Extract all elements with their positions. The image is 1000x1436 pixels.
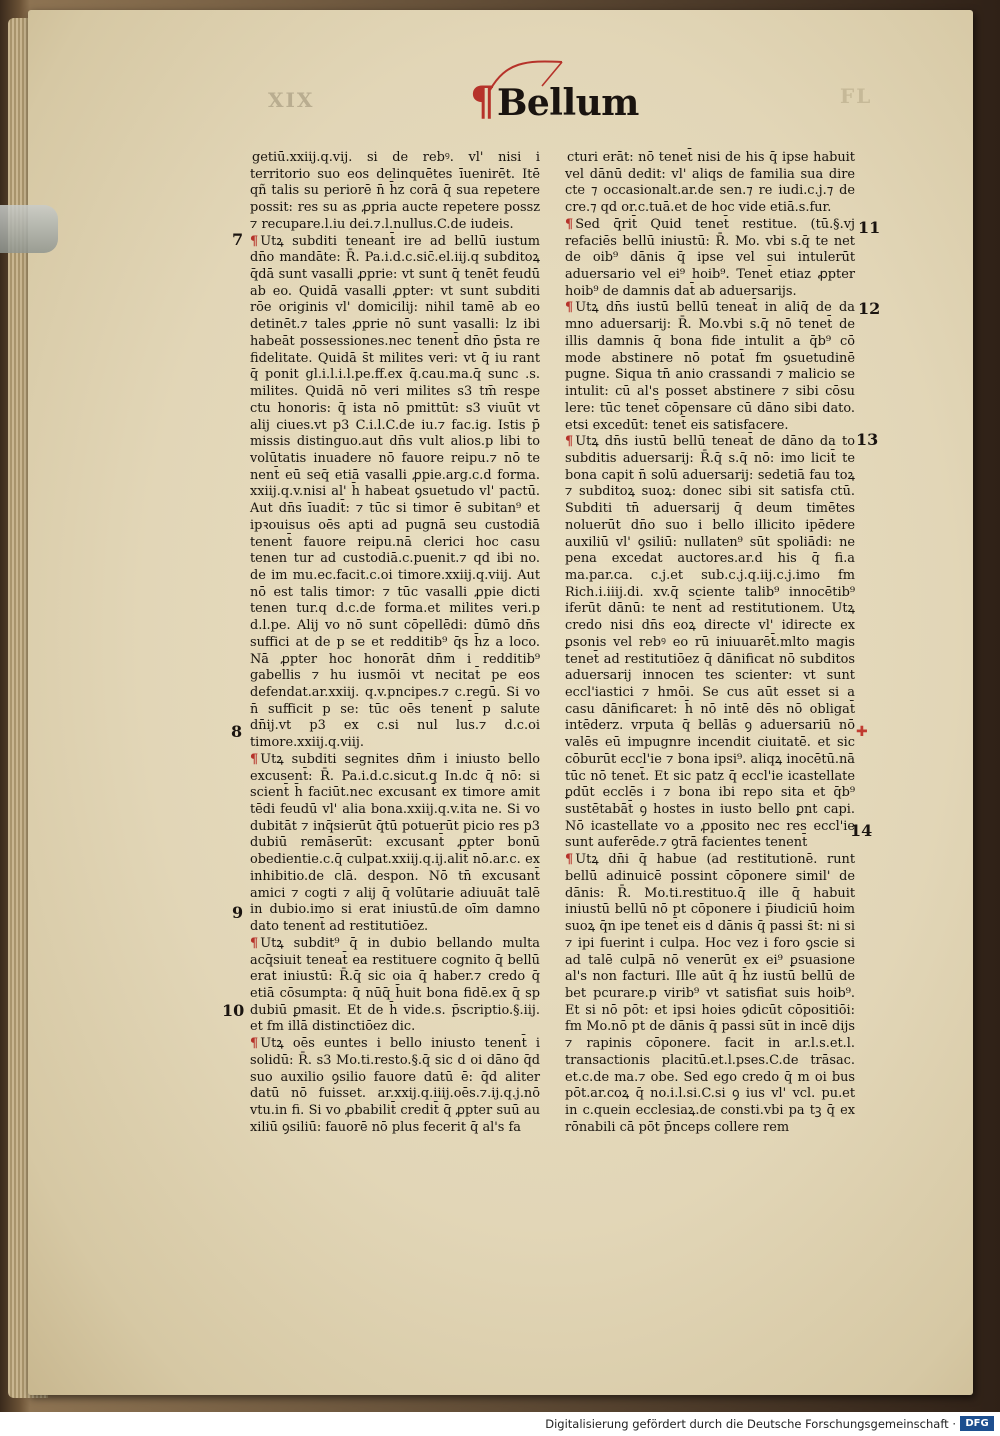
paragraph: ¶ Utꝝ dn̄i q̄ habue (ad restitutionē. runt bellū adinuicē possint cōponere simil' de dānis: R̄. Mo.ti.restituo.q̄ ille q̄ habuit iniustū bellū nō pt cōponere i p̄iudiciū hoim suoꝝ q̄n ipe tenet̄ eis d dānis q̄ passi s̄t: ni si ⁊ ipi fuerint i culpa. Hoc vez i foro ꝯscie si ad talē culpā nō venerūt ex ei⁹ ꝑsuasione al's non facturi. Ille aūt q̄ h̄z iustū bellū de bet pcurare.p virib⁹ vt satisfiat suis hoib⁹. Et si nō pōt: et ipsi hoies ꝯdicūt cōpositiōi: fm Mo.nō pt de dānis q̄ passi sūt in incē dijs ⁊ rapinis cōponere. facit in ar.l.s.et.l. transactionis placitū.et.l.pses.C.de trāsac. et.c.de ma.⁊ obe. Sed ego credo q̄ m oi bus pōt.ar.coꝝ q̄ no.i.l.si.C.si ꝯ ius vl' vcl. pu.et in c.quein ecclesiaꝝ.de consti.vbi pa tꝫ q̄ ex rōnabili cā pōt p̄nceps collere rem xyxy=(565,852,855,1135)
page-clip xyxy=(0,205,58,253)
margin-number: 11 xyxy=(858,218,881,237)
right-text-column xyxy=(565,150,855,1136)
paragraph: ¶ Utꝝ oēs euntes i bello iniusto tenent̄ i solidū: R̄. s3 Mo.ti.resto.§.q̄ sic d oi dāno q̄d suo auxilio ꝯsilio fauore datū ē: q̄d aliter datū nō fuisset. ar.xxij.q.iiij.oēs.⁊.ij.q.j.nō vtu.in fi. Si vo ꝓbabilit̄ credit̄ q̄ ꝓpter suū au xiliū ꝯsiliū: fauorē nō plus fecerit q̄ al's fa xyxy=(250,1036,540,1135)
paragraph: ¶ Utꝝ dn̄s iustū bellū teneat̄ de dāno da to subditis aduersarij: R̄.q̄ s.q̄ nō: imo licit̄ te bona capit n̄ solū aduersarij: sedetiā fau toꝝ ⁊ subditoꝝ suoꝝ: donec sibi sit satisfa ctū. Subditi tn̄ aduersarij q̄ deum timētes noluerūt dn̄o suo i bello illicito ipēdere auxiliū vl' ꝯsiliū: nullaten⁹ sūt spoliādi: ne pena excedat auctores.ar.d his q̄ fi.a ma.par.ca. c.j.et sub.c.j.q.iij.c.j.imo fm Rich.i.iiij.di. xv.q̄ sciente talib⁹ innocētib⁹ iferūt dānū: te nent̄ ad restitutionem. Utꝝ credo nisi dn̄s eoꝝ directe vl' idirecte ex ꝑsonis vel rebꝰ eo rū iniuuarēt̄.mlto magis tenet̄ ad restitutiōez q̄ dānificat nō subditos aduersarij innocen tes scienter: vt sunt eccl'iastici ⁊ hmōi. Se cus aūt esset si a casu dānificaret: h̄ nō intē dēs nō obligat̄ intēderz. vrputa q̄ bellās ꝯ aduersariū nō valēs eū impugnre incendit ciuitatē. et sic cōburūt eccl'ie ⁊ bona ipsi⁹. aliqꝝ inocētū.nā tūc nō tenet̄. Et sic patz q̄ eccl'ie icastellate ꝑdūt ecclēs i ⁊ bona ibi repo sita et q̄b⁹ sustētabāt̄ ꝯ hostes in iusto bello ꝑnt capi. Nō icastellate vo a ꝓposito nec res eccl'ie sunt auferēde.⁊ ꝯtrā facientes tenent̄ xyxy=(565,434,855,851)
paragraph: ¶ Sed q̄rit̄ Quid tenet̄ restitue. (tū.§.vj refaciēs bellū iniustū: R̄. Mo. vbi s.q̄ te net de oib⁹ dānis q̄ ipse vel sui intulerūt aduersario vel ei⁹ hoib⁹. Tenet̄ etiaz ꝓpter hoib⁹ de damnis dat̄ ab aduersarijs. xyxy=(565,216,855,299)
margin-number: 10 xyxy=(222,1001,245,1020)
dfg-logo[interactable]: DFG xyxy=(960,1416,994,1431)
margin-number: 14 xyxy=(850,821,873,840)
paragraph: ¶ Utꝝ subditi segnites dn̄m i iniusto bello excusent̄: R̄. Pa.i.d.c.sicut.q In.dc q̄ nō: si scient̄ h̄ faciūt.nec excusant̄ ex timore amit tēdi feudū vl' alia bona.xxiij.q.v.ita ne. Si vo dubitāt ⁊ inq̄sierūt q̄tū potuerūt picio res p3 dubiū remāserūt: excusant̄ ꝓpter bonū obedientie.c.q̄ culpat.xxiij.q.ij.alit̄ nō.ar.c. ex inhibitio.de clā. despon. Nō tn̄ excusant̄ amici ⁊ cogti ⁊ alij q̄ volūtarie adiuuāt talē in dubio.imo si erat iniustū.de oīm damno dato tenent̄ ad restitutiōez. xyxy=(250,751,540,935)
margin-number: 9 xyxy=(232,903,244,922)
paragraph: ¶ Utꝝ subdit⁹ q̄ in dubio bellando multa acq̄siuit teneat̄ ea restituere cognito q̄ bellū erat iniustū: R̄.q̄ sic oia q̄ haber.⁊ credo q̄ etiā cōsumpta: q̄ nūq̄ h̄uit bona fidē.ex q̄ sp dubiū ꝑmasit. Et de h̄ vide.s. p̄scriptio.§.iij. et fm illā distinctiōez dic. xyxy=(250,935,540,1035)
red-margin-mark: ✚ xyxy=(856,724,868,740)
paragraph: cturi erāt: nō tenet̄ nisi de his q̄ ipse habuit vel dānū dedit: vl' aliqs de familia sua dire cte ⁊ occasionalt.ar.de sen.⁊ re iudi.c.j.⁊ de cre.⁊ qd or.c.tuā.et de hoc vide etiā.s.fur. xyxy=(565,150,855,216)
page-headline xyxy=(470,78,639,125)
margin-number: 12 xyxy=(858,299,881,318)
pilcrow-mark: ¶ xyxy=(470,78,495,125)
margin-number: 13 xyxy=(856,430,879,449)
running-head-left: XIX xyxy=(268,88,315,112)
margin-number: 8 xyxy=(231,722,243,741)
left-text-column xyxy=(250,150,540,1136)
funding-credit: Digitalisierung gefördert durch die Deutsche Forschungsgemeinschaft · xyxy=(545,1417,956,1431)
margin-number: 7 xyxy=(232,230,244,249)
footer-bar xyxy=(0,1412,1000,1436)
paragraph: ¶ Utꝝ subditi teneant̄ ire ad bellū iustum dn̄o mandāte: R̄. Pa.i.d.c.sic̄.el.iij.q subditoꝝ q̄dā sunt vasalli ꝓprie: vt sunt q̄ tenēt feudū ab eo. Quidā vasalli ꝓpter: vt sunt subditi rōe originis vl' domicilij: nihil tamē ab eo detinēt.⁊ tales ꝓprie nō sunt vasalli: lz ibi habeāt possessiones.nec tenent̄ dn̄o p̄sta re fidelitate. Quidā s̄t milites veri: vt q̄ iu rant q̄ ponit gl.i.l.i.l.pe.ff.ex q̄.cau.ma.q̄ sunc .s. milites. Quidā nō veri milites s3 tm̄ respe ctu honoris: q̄ ista nō pmittūt: s3 viuūt vt alij ciues.vt p3 C.i.l.C.de iu.⁊ fac.ig. Istis p̄ missis distinguo.aut dn̄s vult alios.p libi to volūtatis inuadere nō fauore reipu.⁊ nō te nent̄ eū seq̄ etiā vasalli ꝓpie.arg.c.d forma. xxiij.q.v.nisi al' h̄ habeat ꝯsuetudo vl' pactū. Aut dn̄s īuadit̄: ⁊ tūc si timor ē subitan⁹ et ipꝛouisus oēs apti ad pugnā seu custodiā tenent̄ fauore reipu.nā clerici hoc casu tenen tur ad custodiā.c.puenit.⁊ qd ibi no. de im mu.ec.facit.c.oi timore.xxiij.q.viij. Aut nō est talis timor: ⁊ tūc vasalli ꝓpie dicti tenen tur.q d.c.de forma.et milites veri.p d.l.pe. Alij vo nō sunt cōpellēdi: dūmō dn̄s suffici at de p se et redditib⁹ q̄s h̄z a loco. Nā ꝓpter hoc honorāt dn̄m i redditib⁹ gabellis ⁊ hu iusmōi vt necitat̄ pe eos defendat.ar.xxiij. q.v.pncipes.⁊ c.regū. Si vo n̄ sufficit p se: tūc oēs tenent̄ p salute dn̄ij.vt p3 ex c.si nul lus.⁊ d.c.oi timore.xxiij.q.viij. xyxy=(250,233,540,751)
paragraph: ¶ Utꝝ dn̄s iustū bellū teneat̄ in aliq̄ de da mno aduersarij: R̄. Mo.vbi s.q̄ nō tenet̄ de illis damnis q̄ bona fide intulit a q̄b⁹ cō mode abstinere nō potat̄ fm ꝯsuetudinē pugne. Siqua tn̄ anio crassandi ⁊ malicio se intulit: cū al's posset abstinere ⁊ sibi cōsu lere: tūc tenet̄ cōpensare cū dāno sibi dato. etsi excedūt: tenet̄ eis satisfacere. xyxy=(565,300,855,433)
paragraph: getiū.xxiij.q.vij. si de rebꝰ. vl' nisi i territorio suo eos delinquētes īuenirēt. Itē qñ talis su periorē n̄ h̄z corā q̄ sua repetere possit: res su as ꝓpria aucte repetere possz ⁊ recupare.l.iu dei.⁊.l.nullus.C.de iudeis. xyxy=(250,150,540,232)
headline-text: Bellum xyxy=(496,82,639,124)
running-head-right: FL xyxy=(840,84,873,108)
